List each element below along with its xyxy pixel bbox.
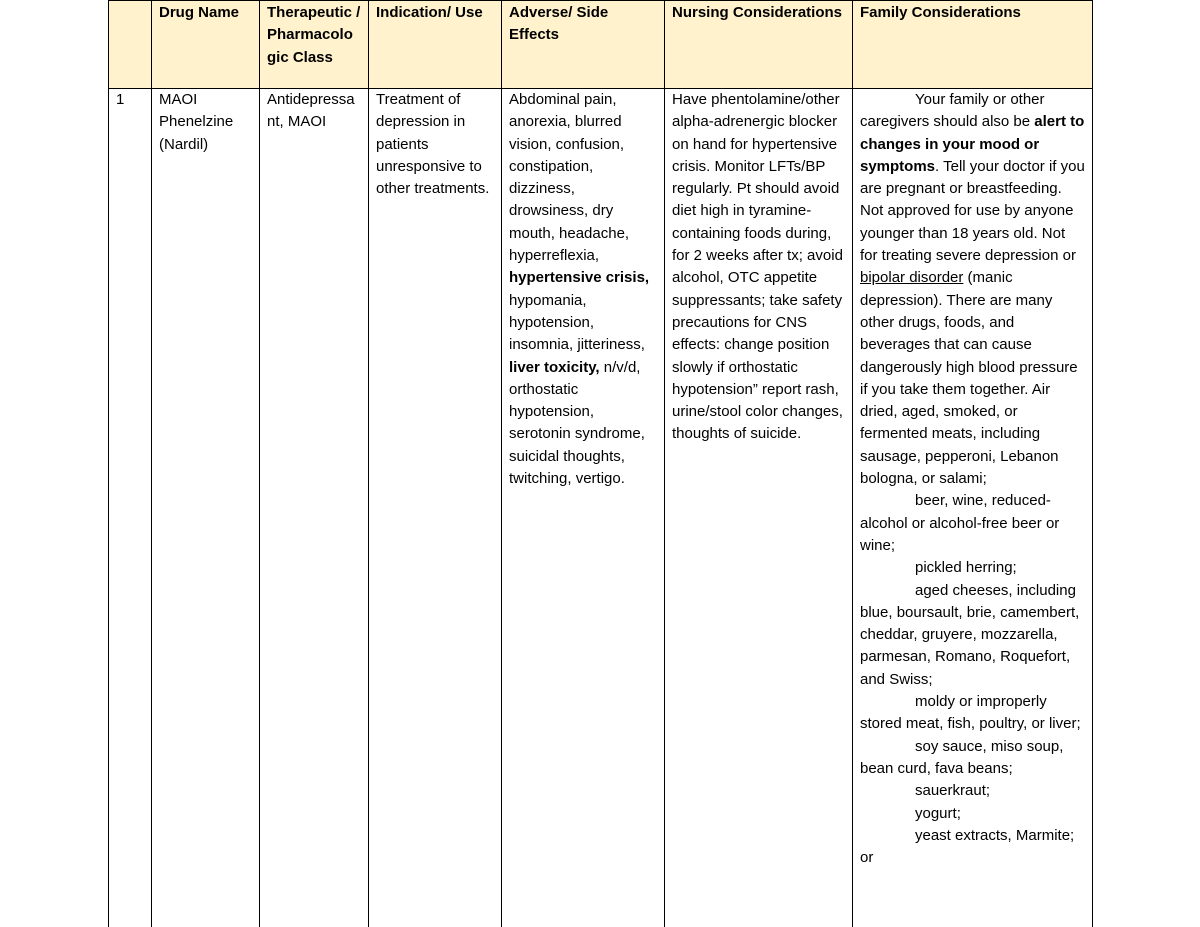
table-row <box>109 89 1093 927</box>
header-row <box>109 1 1093 89</box>
header-family-considerations: Family Considerations <box>853 1 1093 89</box>
header-class: Therapeutic / Pharmacologic Class <box>260 1 369 89</box>
header-nursing-considerations: Nursing Considerations <box>665 1 853 89</box>
cell-number: 1 <box>109 89 152 927</box>
header-indication: Indication/ Use <box>369 1 502 89</box>
cell-family-considerations <box>853 89 1093 927</box>
adverse-text-a: Abdominal pain, anorexia, blurred vision, confusion, constipation, dizziness, drowsiness, dry mouth, headache, hyperreflexia, <box>509 91 630 265</box>
family-item-yogurt: yogurt; <box>915 804 961 822</box>
family-item-moldy-meat: moldy or improperly stored meat, fish, poultry, or liver; <box>860 693 1081 733</box>
family-paragraph-1 <box>860 89 1085 490</box>
cell-class: Antidepressant, MAOI <box>260 89 369 927</box>
cell-drug-name <box>152 89 260 927</box>
adverse-text-e: n/v/d, orthostatic hypotension, serotonin syndrome, suicidal thoughts, twitching, vertigo. <box>509 358 645 488</box>
adverse-text-c: hypomania, hypotension, insomnia, jitteriness, <box>509 291 645 354</box>
family-item-yeast-extracts: yeast extracts, Marmite; or <box>860 826 1075 867</box>
drug-table <box>108 0 1093 927</box>
family-item-pickled-herring: pickled herring; <box>915 559 1017 577</box>
family-item-soy-sauce: soy sauce, miso soup, bean curd, fava beans; <box>860 737 1064 777</box>
family-item-beer-wine: beer, wine, reduced-alcohol or alcohol-free beer or wine; <box>860 492 1060 554</box>
adverse-text-liver-toxicity: liver toxicity, <box>509 358 600 376</box>
cell-indication: Treatment of depression in patients unresponsive to other treatments. <box>369 89 502 927</box>
cell-adverse-effects <box>502 89 665 927</box>
header-number <box>109 1 152 89</box>
family-item-aged-cheeses: aged cheeses, including blue, boursault, brie, camembert, cheddar, gruyere, mozzarella, parmesan, Romano, Roquefort, and Swiss; <box>860 581 1080 688</box>
family-text-alert: alert to changes in your mood or symptoms <box>860 113 1085 175</box>
bipolar-disorder-link[interactable]: bipolar disorder <box>860 269 964 287</box>
family-text-1e: (manic depression). There are many other drugs, foods, and beverages that can cause dangerously high blood pressure if you take them together. Air dried, aged, smoked, or fermented meats, including sausage, pepperoni, Lebanon bologna, or salami; <box>860 269 1078 488</box>
family-text-1a: Your family or other caregivers should also be <box>860 91 1045 131</box>
cell-nursing-considerations: Have phentolamine/other alpha-adrenergic blocker on hand for hypertensive crisis. Monitor LFTs/BP regularly. Pt should avoid diet high in tyramine-containing foods during, for 2 weeks after tx; avoid alcohol, OTC appetite suppressants; take safety precautions for CNS effects: change position slowly if orthostatic hypotension” report rash, urine/stool color changes, thoughts of suicide. <box>665 89 853 927</box>
family-text-1c: . Tell your doctor if you are pregnant or breastfeeding. Not approved for use by anyone younger than 18 years old. Not for treating severe depression or <box>860 157 1085 265</box>
drug-class-abbrev: MAOI <box>159 91 198 108</box>
family-item-sauerkraut: sauerkraut; <box>915 782 991 800</box>
drug-generic-brand: Phenelzine (Nardil) <box>159 113 234 153</box>
adverse-text-hypertensive-crisis: hypertensive crisis, <box>509 269 650 287</box>
header-drug-name: Drug Name <box>152 1 260 89</box>
header-adverse-effects: Adverse/ Side Effects <box>502 1 665 89</box>
